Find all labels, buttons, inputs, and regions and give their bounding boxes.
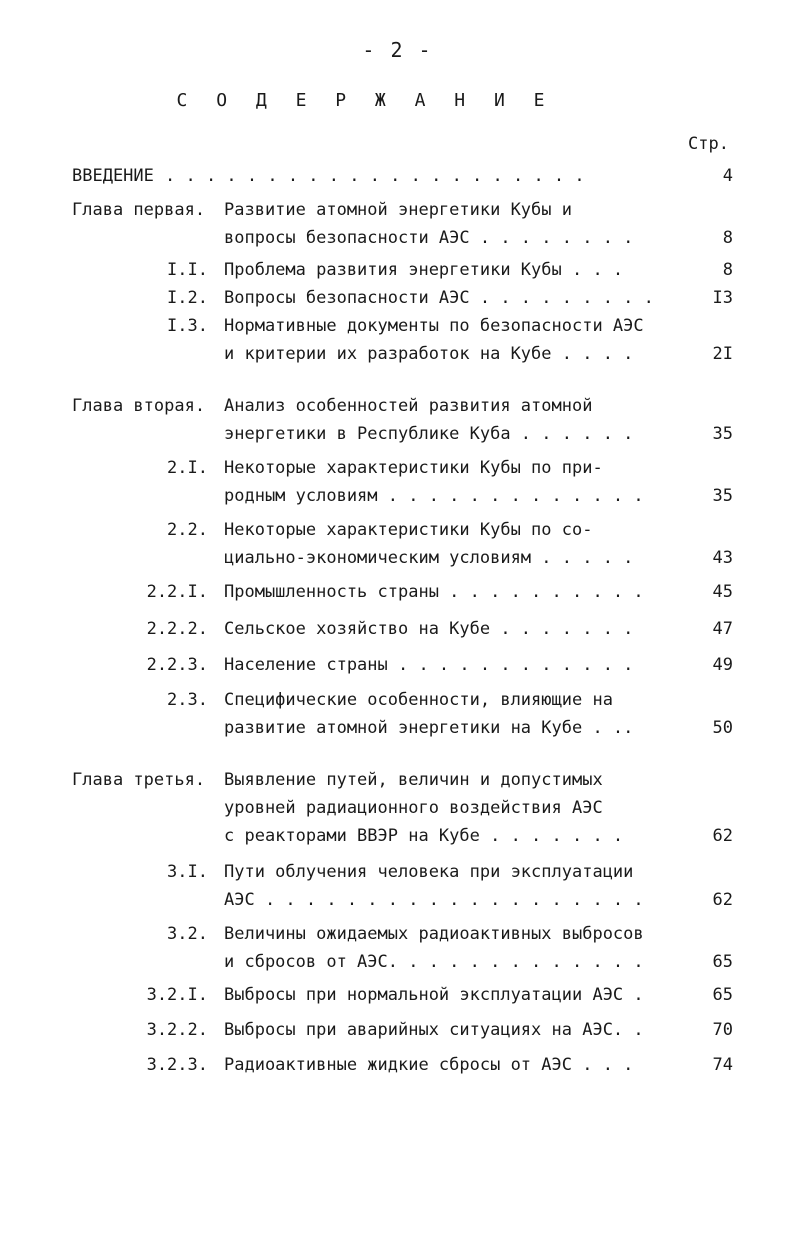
toc-entry	[0, 1016, 795, 1048]
toc-text-line: Величины ожидаемых радиоактивных выбросов	[224, 924, 644, 944]
toc-label: 2.2.I.	[146, 582, 208, 602]
toc-entry	[0, 392, 795, 452]
toc-entry	[0, 651, 795, 683]
toc-label: 2.I.	[167, 458, 208, 478]
toc-page: I3	[712, 288, 733, 308]
toc-text-line: Проблема развития энергетики Кубы . . .	[224, 260, 624, 280]
toc-entry	[0, 615, 795, 647]
toc-leader-dots: . . . . . . . . . . . . . . . . . . . . .	[165, 166, 585, 186]
toc-text-line: Выбросы при нормальной эксплуатации АЭС .	[224, 985, 644, 1005]
toc-label: 3.2.	[167, 924, 208, 944]
toc-text-line: Радиоактивные жидкие сбросы от АЭС . . .	[224, 1055, 634, 1075]
toc-text-line: АЭС . . . . . . . . . . . . . . . . . . .	[224, 890, 644, 910]
toc-text	[224, 981, 674, 1009]
toc-entry	[0, 981, 795, 1013]
toc-text	[224, 196, 674, 252]
toc-text-line: Выявление путей, величин и допустимых	[224, 770, 603, 790]
toc-entry	[0, 1051, 795, 1083]
toc-page: 4	[722, 166, 733, 186]
toc-page: 65	[712, 985, 733, 1005]
toc-text	[224, 615, 674, 643]
toc-label: Глава первая.	[72, 200, 206, 220]
toc-text-line: Специфические особенности, влияющие на	[224, 690, 613, 710]
toc-entry	[0, 858, 795, 918]
toc-page: 35	[712, 486, 733, 506]
toc-label: I.I.	[167, 260, 208, 280]
toc-text-line: Развитие атомной энергетики Кубы и	[224, 200, 572, 220]
toc-text	[224, 686, 674, 742]
toc-text	[224, 284, 674, 312]
toc-label: Глава третья.	[72, 770, 206, 790]
toc-label: 2.2.2.	[146, 619, 208, 639]
toc-page: 49	[712, 655, 733, 675]
toc-label: 3.2.I.	[146, 985, 208, 1005]
toc-text-line: Выбросы при аварийных ситуациях на АЭС. .	[224, 1020, 644, 1040]
toc-entry	[0, 516, 795, 576]
toc-entry	[0, 312, 795, 372]
toc-page: 70	[712, 1020, 733, 1040]
toc-text	[224, 766, 674, 850]
toc-text-line: родным условиям . . . . . . . . . . . . .	[224, 486, 644, 506]
toc-text	[224, 920, 674, 976]
toc-text-line: с реакторами ВВЭР на Кубе . . . . . . .	[224, 826, 624, 846]
toc-text-line: Некоторые характеристики Кубы по при-	[224, 458, 603, 478]
toc-page: 47	[712, 619, 733, 639]
toc-text-line: энергетики в Республике Куба . . . . . .	[224, 424, 634, 444]
toc-text-line: и сбросов от АЭС. . . . . . . . . . . . .	[224, 952, 644, 972]
toc-page: 65	[712, 952, 733, 972]
toc-text	[224, 516, 674, 572]
page-title: С О Д Е Р Ж А Н И Е	[176, 90, 554, 111]
toc-text-line: Население страны . . . . . . . . . . . .	[224, 655, 634, 675]
toc-text	[224, 858, 674, 914]
toc-label: I.2.	[167, 288, 208, 308]
toc-page: 35	[712, 424, 733, 444]
toc-label: 3.I.	[167, 862, 208, 882]
toc-page: 50	[712, 718, 733, 738]
toc-text-line: развитие атомной энергетики на Кубе . ..	[224, 718, 634, 738]
toc-page: 8	[722, 228, 733, 248]
toc-entry	[0, 578, 795, 610]
toc-text-line: Некоторые характеристики Кубы по со-	[224, 520, 593, 540]
toc-entry	[0, 766, 795, 854]
page-column-header: Стр.	[688, 134, 729, 154]
page-number: - 2 -	[362, 38, 433, 62]
toc-label: Глава вторая.	[72, 396, 206, 416]
toc-text	[224, 256, 674, 284]
toc-page: 43	[712, 548, 733, 568]
toc-text-line: уровней радиационного воздействия АЭС	[224, 798, 603, 818]
toc-text	[224, 454, 674, 510]
toc-entry	[0, 686, 795, 746]
toc-label: 2.2.	[167, 520, 208, 540]
toc-text-line: Сельское хозяйство на Кубе . . . . . . .	[224, 619, 634, 639]
toc-text	[224, 651, 674, 679]
toc-text	[224, 1051, 674, 1079]
toc-text-line: Анализ особенностей развития атомной	[224, 396, 593, 416]
toc-text-line: вопросы безопасности АЭС . . . . . . . .	[224, 228, 634, 248]
toc-text-line: Вопросы безопасности АЭС . . . . . . . . .	[224, 288, 654, 308]
toc-page: 62	[712, 890, 733, 910]
toc-label: 2.3.	[167, 690, 208, 710]
toc-text-line: циально-экономическим условиям . . . . .	[224, 548, 634, 568]
toc-entry	[0, 196, 795, 256]
toc-text-line: Промышленность страны . . . . . . . . . .	[224, 582, 644, 602]
toc-text	[224, 312, 674, 368]
toc-entry-intro	[0, 162, 795, 194]
toc-text-line: Пути облучения человека при эксплуатации	[224, 862, 634, 882]
toc-page: 2I	[712, 344, 733, 364]
toc-text-line: и критерии их разработок на Кубе . . . .	[224, 344, 634, 364]
toc-label: 3.2.3.	[146, 1055, 208, 1075]
toc-text	[224, 392, 674, 448]
toc-page: 8	[722, 260, 733, 280]
toc-text	[224, 578, 674, 606]
toc-label: ВВЕДЕНИЕ	[72, 166, 154, 186]
toc-label: 2.2.3.	[146, 655, 208, 675]
toc-label: I.3.	[167, 316, 208, 336]
toc-entry	[0, 454, 795, 514]
toc-text	[224, 1016, 674, 1044]
toc-page: 62	[712, 826, 733, 846]
toc-label: 3.2.2.	[146, 1020, 208, 1040]
toc-text-line: Нормативные документы по безопасности АЭС	[224, 316, 644, 336]
toc-entry	[0, 920, 795, 980]
toc-page: 74	[712, 1055, 733, 1075]
toc-page: 45	[712, 582, 733, 602]
